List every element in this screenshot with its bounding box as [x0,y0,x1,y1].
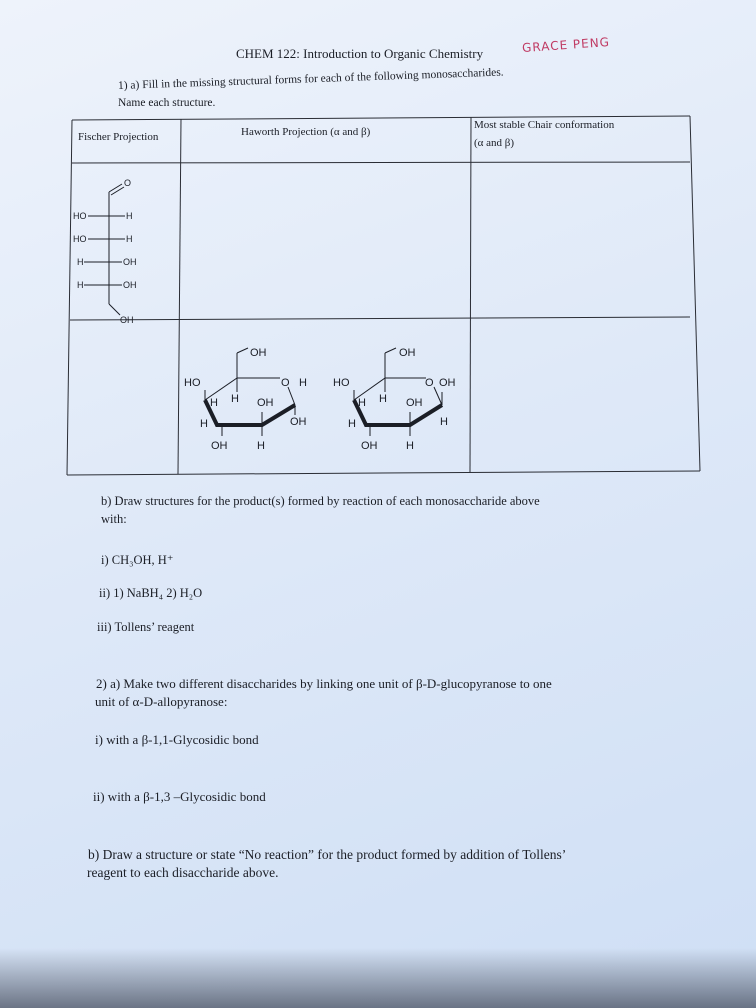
structure-atom-label: H [257,440,265,452]
structure-atom-label: O [425,377,434,389]
header-chair: Most stable Chair conformation [474,119,615,131]
structure-atom-label: HO [184,377,201,389]
structure-atom-label: H [77,280,84,290]
structure-atom-label: H [348,418,356,430]
question-1a-text: 1) a) Fill in the missing structural forms for each of the following monosaccharides. [117,66,504,92]
structure-atom-label: O [281,377,290,389]
structure-atom-label: OH [123,257,137,267]
reagent-item-3: iii) Tollens’ reagent [97,620,195,634]
question-1b-subtext: with: [101,512,127,526]
structure-atom-label: H [231,393,239,405]
structure-atom-label: OH [257,397,274,409]
structure-atom-label: H [406,440,414,452]
question-1b-text: b) Draw structures for the product(s) formed by reaction of each monosaccharide above [101,494,540,508]
structure-atom-label: OH [120,315,134,325]
question-2b-subtext: reagent to each disaccharide above. [87,865,279,880]
structure-atom-label: OH [439,377,456,389]
handwritten-student-name: GRACE PENG [521,34,611,56]
structure-atom-label: H [358,397,366,409]
structure-atom-label: OH [290,416,307,428]
structure-atom-label: OH [123,280,137,290]
course-title: CHEM 122: Introduction to Organic Chemistry [236,46,484,61]
table-grid [67,116,700,475]
structure-atom-label: H [379,393,387,405]
question-2a-subtext: unit of α-D-allopyranose: [95,694,228,709]
structure-atom-label: OH [250,347,267,359]
structure-atom-label: O [124,178,132,188]
header-fischer: Fischer Projection [78,131,159,143]
structure-atom-label: H [200,418,208,430]
structure-atom-label: HO [333,377,350,389]
question-1a-subtext: Name each structure. [118,97,216,109]
header-haworth: Haworth Projection (α and β) [241,126,371,138]
haworth-beta [333,347,456,452]
structure-atom-label: HO [73,234,87,244]
structure-atom-label: H [210,397,218,409]
structure-atom-label: H [77,257,84,267]
structure-atom-label: H [440,416,448,428]
disaccharide-item-1: i) with a β-1,1-Glycosidic bond [95,732,259,747]
question-2b-text: b) Draw a structure or state “No reaction” for the product formed by addition of Tollens’ [88,847,567,862]
photo-bottom-shadow [0,948,756,1008]
structure-atom-label: H [299,377,307,389]
structure-atom-label: OH [361,440,378,452]
structure-atom-label: HO [73,211,87,221]
reagent-item-2: ii) 1) NaBH₄ 2) H₂O [99,586,203,600]
structure-atom-label: H [126,211,133,221]
question-2a-text: 2) a) Make two different disaccharides by linking one unit of β-D-glucopyranose to one [96,676,552,691]
header-chair-sub: (α and β) [474,137,515,149]
structure-atom-label: OH [399,347,416,359]
structure-atom-label: H [126,234,133,244]
structure-atom-label: OH [211,440,228,452]
structure-atom-label: OH [406,397,423,409]
disaccharide-item-2: ii) with a β-1,3 –Glycosidic bond [93,789,266,804]
fischer-projection [73,178,137,325]
haworth-alpha [184,347,307,452]
reagent-item-1: i) CH₃OH, H⁺ [101,553,174,567]
